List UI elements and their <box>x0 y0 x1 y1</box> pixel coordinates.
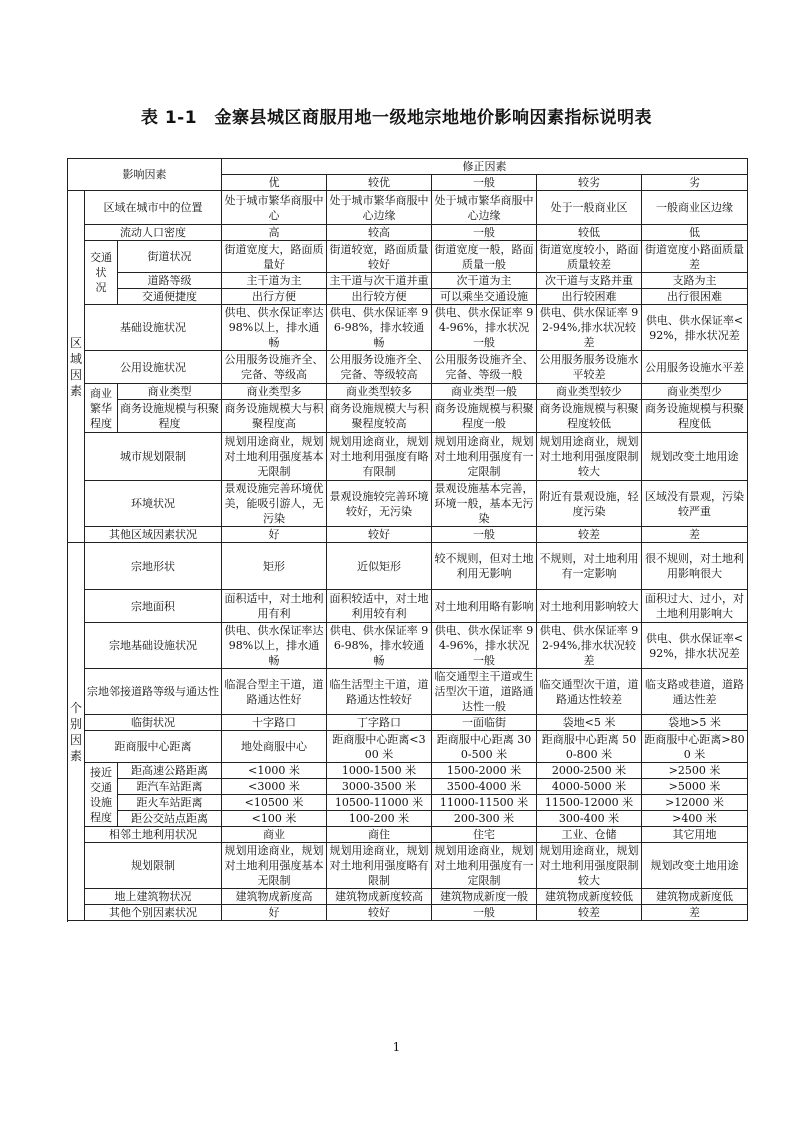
cell: 较好 <box>327 527 432 543</box>
cell: 建筑物成新度较高 <box>327 889 432 905</box>
cell: 商务设施规模与积聚程度较低 <box>537 400 642 433</box>
cell: 规划改变土地用途 <box>642 843 748 889</box>
cell: 街道宽度小路面质量差 <box>642 241 748 273</box>
cell: 矩形 <box>222 543 327 590</box>
cell: <100 米 <box>222 811 327 827</box>
cell: 可以乘坐交通设施 <box>432 289 537 305</box>
cell: 供电、供水保证率达 98%以上，排水通畅 <box>222 623 327 669</box>
row-label: 其他区域因素状况 <box>85 527 222 543</box>
cell: 较差 <box>537 905 642 921</box>
cell: >5000 米 <box>642 779 748 795</box>
cell: 11000-11500 米 <box>432 795 537 811</box>
cell: 低 <box>642 225 748 241</box>
table-row <box>68 273 748 289</box>
cell: 支路为主 <box>642 273 748 289</box>
cell: 其它用地 <box>642 827 748 843</box>
row-label: 交通便捷度 <box>118 289 222 305</box>
cell: 供电、供水保证率<92%，排水状况差 <box>642 305 748 351</box>
table-row <box>68 191 748 225</box>
regional-group-label: 区 域 因 素 <box>68 191 85 543</box>
cell: 商业类型一般 <box>432 384 537 400</box>
cell: 街道较宽，路面质量较好 <box>327 241 432 273</box>
table-row <box>68 811 748 827</box>
header-factor: 影响因素 <box>68 159 222 191</box>
cell: 一般商业区边缘 <box>642 191 748 225</box>
header-level: 优 <box>222 175 327 191</box>
cell: 公用服务设施水平差 <box>642 351 748 384</box>
cell: 10500-11000 米 <box>327 795 432 811</box>
cell: 主干道与次干道并重 <box>327 273 432 289</box>
cell: 商务设施规模大与积聚程度高 <box>222 400 327 433</box>
cell: >12000 米 <box>642 795 748 811</box>
page-number: 1 <box>392 1040 401 1054</box>
cell: 丁字路口 <box>327 715 432 731</box>
table-row <box>68 795 748 811</box>
cell: 出行方便 <box>222 289 327 305</box>
row-label: 距高速公路距离 <box>118 763 222 779</box>
cell: 规划用途商业，规划对土地利用强度有一定限制 <box>432 843 537 889</box>
table-row <box>68 241 748 273</box>
row-label: 公用设施状况 <box>85 351 222 384</box>
cell: 近似矩形 <box>327 543 432 590</box>
row-label: 商业类型 <box>118 384 222 400</box>
row-label: 距公交站点距离 <box>118 811 222 827</box>
cell: 主干道为主 <box>222 273 327 289</box>
cell: 2000-2500 米 <box>537 763 642 779</box>
cell: >2500 米 <box>642 763 748 779</box>
table-row <box>68 351 748 384</box>
table-row <box>68 481 748 527</box>
cell: 较好 <box>327 905 432 921</box>
table-row <box>68 763 748 779</box>
row-label: 临街状况 <box>85 715 222 731</box>
cell: 临交通型次干道，道路通达性较差 <box>537 669 642 715</box>
cell: 供电、供水保证率<92%，排水状况差 <box>642 623 748 669</box>
cell: 规划改变土地用途 <box>642 433 748 481</box>
cell: 供电、供水保证率 92-94%,排水状况较差 <box>537 623 642 669</box>
cell: 建筑物成新度较低 <box>537 889 642 905</box>
table-row <box>68 590 748 623</box>
cell: 工业、仓储 <box>537 827 642 843</box>
cell: 临混合型主干道，道路通达性好 <box>222 669 327 715</box>
cell: 商业类型少 <box>642 384 748 400</box>
cell: 景观设施基本完善，环境一般，基本无污染 <box>432 481 537 527</box>
traffic-group-label: 交通状 况 <box>85 241 118 305</box>
cell: 距商服中心距离 300-500 米 <box>432 731 537 763</box>
table-row <box>68 843 748 889</box>
header-level: 较劣 <box>537 175 642 191</box>
cell: 街道宽度大，路面质量好 <box>222 241 327 273</box>
row-label: 商务设施规模与积聚程度 <box>118 400 222 433</box>
header-level: 较优 <box>327 175 432 191</box>
cell: 300-400 米 <box>537 811 642 827</box>
cell: 商业类型多 <box>222 384 327 400</box>
row-label: 宗地邻接道路等级与通达性 <box>85 669 222 715</box>
cell: 好 <box>222 527 327 543</box>
header-row-1 <box>68 159 748 175</box>
table-row <box>68 731 748 763</box>
cell: 4000-5000 米 <box>537 779 642 795</box>
cell: 商住 <box>327 827 432 843</box>
cell: >400 米 <box>642 811 748 827</box>
cell: 次干道与支路并重 <box>537 273 642 289</box>
individual-group-label: 个 别 因 素 <box>68 543 85 921</box>
row-label: 宗地面积 <box>85 590 222 623</box>
cell: 一般 <box>432 527 537 543</box>
cell: 好 <box>222 905 327 921</box>
cell: 11500-12000 米 <box>537 795 642 811</box>
cell: 高 <box>222 225 327 241</box>
cell: 临支路或巷道，道路通达性差 <box>642 669 748 715</box>
table-row <box>68 623 748 669</box>
cell: 一般 <box>432 225 537 241</box>
cell: 附近有景观设施，轻度污染 <box>537 481 642 527</box>
cell: 公用服务设施齐全、完备、等级高 <box>222 351 327 384</box>
access-group-label: 接近交通设施程度 <box>85 763 118 827</box>
cell: 出行很困难 <box>642 289 748 305</box>
table-row <box>68 779 748 795</box>
table-row <box>68 669 748 715</box>
cell: 规划用途商业，规划对土地利用强度基本无限制 <box>222 433 327 481</box>
row-label: 基础设施状况 <box>85 305 222 351</box>
row-label: 距汽车站距离 <box>118 779 222 795</box>
cell: 建筑物成新度高 <box>222 889 327 905</box>
cell: 商业类型较多 <box>327 384 432 400</box>
table-row <box>68 433 748 481</box>
table-row <box>68 889 748 905</box>
row-label: 距商服中心距离 <box>85 731 222 763</box>
cell: 建筑物成新度一般 <box>432 889 537 905</box>
table-row <box>68 715 748 731</box>
cell: 供电、供水保证率 92-94%,排水状况较差 <box>537 305 642 351</box>
cell: 一般 <box>432 905 537 921</box>
cell: 较低 <box>537 225 642 241</box>
cell: 公用服务设施齐全、完备、等级较高 <box>327 351 432 384</box>
cell: 商业 <box>222 827 327 843</box>
cell: 街道宽度一般，路面质量一般 <box>432 241 537 273</box>
cell: 供电、供水保证率 96-98%，排水较通畅 <box>327 623 432 669</box>
cell: 规划用途商业，规划对土地利用强度有略有限制 <box>327 433 432 481</box>
row-label: 其他个别因素状况 <box>85 905 222 921</box>
cell: 规划用途商业，规划对土地利用强度限制较大 <box>537 433 642 481</box>
row-label: 地上建筑物状况 <box>85 889 222 905</box>
cell: 区域没有景观，污染较严重 <box>642 481 748 527</box>
factor-table <box>67 158 748 921</box>
row-label: 道路等级 <box>118 273 222 289</box>
cell: <1000 米 <box>222 763 327 779</box>
cell: 处于城市繁华商服中心边缘 <box>432 191 537 225</box>
row-label: 环境状况 <box>85 481 222 527</box>
cell: 商业类型较少 <box>537 384 642 400</box>
cell: 距商服中心距离 500-800 米 <box>537 731 642 763</box>
cell: 较高 <box>327 225 432 241</box>
row-label: 宗地形状 <box>85 543 222 590</box>
cell: 规划用途商业，规划对土地利用强度有一定限制 <box>432 433 537 481</box>
table-row <box>68 527 748 543</box>
cell: 一面临街 <box>432 715 537 731</box>
cell: 处于城市繁华商服中心 <box>222 191 327 225</box>
cell: 200-300 米 <box>432 811 537 827</box>
cell: 建筑物成新度低 <box>642 889 748 905</box>
cell: 面积过大、过小，对土地利用影响大 <box>642 590 748 623</box>
cell: 商务设施规模大与积聚程度较高 <box>327 400 432 433</box>
table-row <box>68 827 748 843</box>
row-label: 宗地基础设施状况 <box>85 623 222 669</box>
table-row <box>68 289 748 305</box>
cell: <10500 米 <box>222 795 327 811</box>
cell: 距商服中心距离>800 米 <box>642 731 748 763</box>
cell: 距商服中心距离<300 米 <box>327 731 432 763</box>
cell: 1000-1500 米 <box>327 763 432 779</box>
cell: 临生活型主干道，道路通达性较好 <box>327 669 432 715</box>
cell: 规划用途商业，规划对土地利用强度基本无限制 <box>222 843 327 889</box>
cell: 规划用途商业，规划对土地利用强度略有限制 <box>327 843 432 889</box>
table-row <box>68 225 748 241</box>
header-level: 劣 <box>642 175 748 191</box>
cell: 3000-3500 米 <box>327 779 432 795</box>
cell: 规划用途商业，规划对土地利用强度限制较大 <box>537 843 642 889</box>
row-label: 距火车站距离 <box>118 795 222 811</box>
cell: 街道宽度较小，路面质量较差 <box>537 241 642 273</box>
cell: 差 <box>642 527 748 543</box>
header-level: 一般 <box>432 175 537 191</box>
cell: 供电、供水保证率 94-96%，排水状况一般 <box>432 623 537 669</box>
cell: 袋地>5 米 <box>642 715 748 731</box>
cell: 3500-4000 米 <box>432 779 537 795</box>
table-row <box>68 400 748 433</box>
table-row <box>68 384 748 400</box>
cell: 景观设施较完善环境较好，无污染 <box>327 481 432 527</box>
cell: 公用服务服务设施水平较差 <box>537 351 642 384</box>
cell: 袋地<5 米 <box>537 715 642 731</box>
cell: 面积较适中，对土地利用较有利 <box>327 590 432 623</box>
row-label: 规划限制 <box>85 843 222 889</box>
row-label: 街道状况 <box>118 241 222 273</box>
cell: 对土地利用影响较大 <box>537 590 642 623</box>
cell: 处于一般商业区 <box>537 191 642 225</box>
page-title: 表 1-1 金寨县城区商服用地一级地宗地地价影响因素指标说明表 <box>140 108 653 128</box>
cell: 1500-2000 米 <box>432 763 537 779</box>
table-row <box>68 543 748 590</box>
cell: 临交通型主干道或生活型次干道，道路通达性一般 <box>432 669 537 715</box>
cell: 供电、供水保证率达 98%以上，排水通畅 <box>222 305 327 351</box>
cell: 次干道为主 <box>432 273 537 289</box>
cell: 对土地利用略有影响 <box>432 590 537 623</box>
cell: 出行较困难 <box>537 289 642 305</box>
cell: 公用服务设施齐全、完备、等级一般 <box>432 351 537 384</box>
row-label: 流动人口密度 <box>85 225 222 241</box>
cell: 景观设施完善环境优美，能吸引游人，无污染 <box>222 481 327 527</box>
cell: 十字路口 <box>222 715 327 731</box>
cell: 住宅 <box>432 827 537 843</box>
cell: 差 <box>642 905 748 921</box>
cell: 供电、供水保证率 96-98%，排水较通畅 <box>327 305 432 351</box>
cell: 商务设施规模与积聚程度低 <box>642 400 748 433</box>
cell: 供电、供水保证率 94-96%，排水状况一般 <box>432 305 537 351</box>
cell: 不规则，对土地利用有一定影响 <box>537 543 642 590</box>
cell: 较不规则，但对土地利用无影响 <box>432 543 537 590</box>
row-label: 相邻土地利用状况 <box>85 827 222 843</box>
cell: 100-200 米 <box>327 811 432 827</box>
row-label: 区域在城市中的位置 <box>85 191 222 225</box>
cell: 面积适中，对土地利用有利 <box>222 590 327 623</box>
header-correction: 修正因素 <box>222 159 748 175</box>
cell: 处于城市繁华商服中心边缘 <box>327 191 432 225</box>
cell: 较差 <box>537 527 642 543</box>
row-label: 城市规划限制 <box>85 433 222 481</box>
cell: 出行较方便 <box>327 289 432 305</box>
cell: 商务设施规模与积聚程度一般 <box>432 400 537 433</box>
cell: 很不规则，对土地利用影响很大 <box>642 543 748 590</box>
table-row <box>68 305 748 351</box>
table-row <box>68 905 748 921</box>
cell: <3000 米 <box>222 779 327 795</box>
prosperity-group-label: 商业繁华程度 <box>85 384 118 433</box>
cell: 地处商服中心 <box>222 731 327 763</box>
